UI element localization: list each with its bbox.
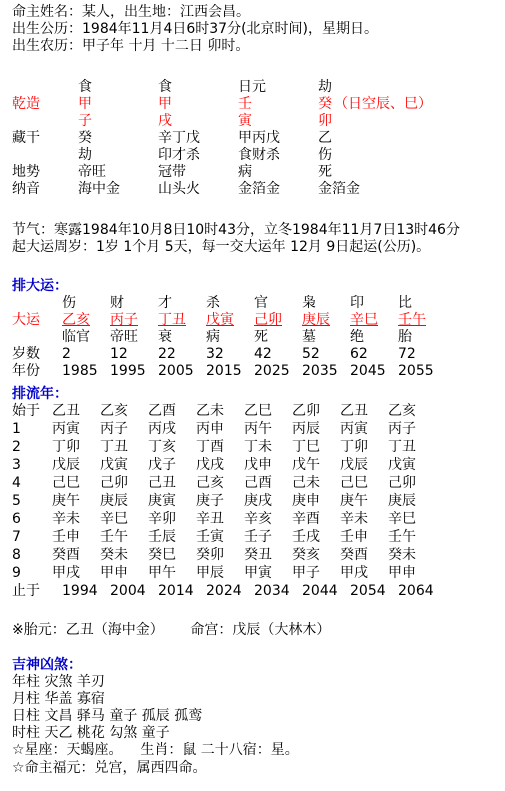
liunian-cell: 丙寅 [52, 421, 80, 437]
liunian-end-year: 2064 [398, 583, 434, 599]
liunian-cell: 辛未 [52, 511, 80, 527]
liunian-cell: 甲戌 [52, 565, 80, 581]
dayun-ganzhi: 庚辰 [302, 312, 330, 328]
label-dayun: 大运 [12, 312, 40, 328]
liunian-cell: 甲寅 [244, 565, 272, 581]
liunian-cell: 癸亥 [292, 547, 320, 563]
dayun-age: 32 [206, 346, 224, 362]
liunian-cell: 乙未 [196, 403, 224, 419]
bazi-branch: 戌 [158, 113, 172, 129]
liunian-row-label: 8 [12, 547, 21, 563]
dayun-dishi: 胎 [398, 329, 412, 345]
dayun-year: 2035 [302, 363, 338, 379]
bazi-dishi: 冠带 [158, 164, 186, 180]
dayun-dishi: 帝旺 [110, 329, 138, 345]
dayun-year: 2055 [398, 363, 434, 379]
bazi-dishi: 病 [238, 164, 252, 180]
dayun-shishen: 官 [254, 295, 268, 311]
dayun-year: 1995 [110, 363, 146, 379]
dayun-age: 22 [158, 346, 176, 362]
dayun-year: 2005 [158, 363, 194, 379]
shensha-row: 年柱 灾煞 羊刃 [12, 674, 105, 690]
bazi-canggan-shishen: 印才杀 [158, 147, 200, 163]
liunian-cell: 丙午 [244, 421, 272, 437]
liunian-cell: 丙子 [388, 421, 416, 437]
fuyuan-line: ☆命主福元：兑宫，属西四命。 [12, 760, 207, 776]
label-canggan: 藏干 [12, 130, 40, 146]
bazi-shishen: 劫 [318, 79, 332, 95]
dayun-shishen: 枭 [302, 295, 316, 311]
dayun-ganzhi: 壬午 [398, 312, 426, 328]
label-end: 止于 [12, 583, 40, 599]
dayun-ganzhi: 丙子 [110, 312, 138, 328]
label-year: 年份 [12, 363, 40, 379]
dayun-dishi: 衰 [158, 329, 172, 345]
liunian-cell: 庚午 [340, 493, 368, 509]
bazi-nayin: 金箔金 [318, 181, 360, 197]
dayun-year: 1985 [62, 363, 98, 379]
liunian-cell: 丁卯 [52, 439, 80, 455]
liunian-cell: 丙申 [196, 421, 224, 437]
bazi-canggan-shishen: 劫 [78, 147, 92, 163]
liunian-end-year: 2044 [302, 583, 338, 599]
liunian-cell: 丁丑 [100, 439, 128, 455]
liunian-cell: 壬辰 [148, 529, 176, 545]
bazi-branch: 子 [78, 113, 92, 129]
shensha-title: 吉神凶煞： [12, 657, 82, 673]
dayun-shishen: 比 [398, 295, 412, 311]
liunian-cell: 癸未 [100, 547, 128, 563]
liunian-cell: 戊午 [292, 457, 320, 473]
liunian-cell: 戊戌 [196, 457, 224, 473]
liunian-cell: 癸酉 [52, 547, 80, 563]
bazi-nayin: 海中金 [78, 181, 120, 197]
dayun-shishen: 财 [110, 295, 124, 311]
bazi-stem: 甲 [78, 96, 92, 112]
dayun-title: 排大运： [12, 278, 68, 294]
liunian-cell: 庚午 [52, 493, 80, 509]
liunian-cell: 庚寅 [148, 493, 176, 509]
liunian-cell: 戊辰 [52, 457, 80, 473]
liunian-cell: 壬午 [388, 529, 416, 545]
liunian-end-year: 2004 [110, 583, 146, 599]
bazi-canggan-shishen: 伤 [318, 147, 332, 163]
liunian-cell: 乙巳 [244, 403, 272, 419]
liunian-cell: 辛巳 [388, 511, 416, 527]
liunian-cell: 戊寅 [100, 457, 128, 473]
liunian-cell: 己巳 [52, 475, 80, 491]
dayun-age: 12 [110, 346, 128, 362]
dayun-dishi: 墓 [302, 329, 316, 345]
dayun-ganzhi: 乙亥 [62, 312, 90, 328]
dayun-shishen: 才 [158, 295, 172, 311]
liunian-cell: 辛卯 [148, 511, 176, 527]
dayun-dishi: 死 [254, 329, 268, 345]
dayun-ganzhi: 己卯 [254, 312, 282, 328]
liunian-cell: 丙戌 [148, 421, 176, 437]
liunian-row-label: 2 [12, 439, 21, 455]
bazi-branch: 寅 [238, 113, 252, 129]
dayun-dishi: 绝 [350, 329, 364, 345]
dayun-age: 42 [254, 346, 272, 362]
bazi-canggan: 乙 [318, 130, 332, 146]
dayun-shishen: 伤 [62, 295, 76, 311]
shensha-row: 时柱 天乙 桃花 勾煞 童子 [12, 725, 170, 741]
birth-lunar-line: 出生农历：甲子年 十月 十二日 卯时。 [12, 38, 250, 54]
liunian-end-year: 1994 [62, 583, 98, 599]
liunian-cell: 壬戌 [292, 529, 320, 545]
liunian-cell: 己酉 [244, 475, 272, 491]
xingzuo-line: ☆星座：天蝎座。 生肖：鼠 二十八宿：星。 [12, 742, 299, 758]
liunian-cell: 癸巳 [148, 547, 176, 563]
liunian-cell: 戊申 [244, 457, 272, 473]
dayun-age: 52 [302, 346, 320, 362]
liunian-cell: 乙卯 [292, 403, 320, 419]
liunian-cell: 壬申 [340, 529, 368, 545]
taiyuan-minggong: ※胎元：乙丑（海中金） 命宫：戊辰（大林木） [12, 622, 331, 638]
liunian-cell: 甲戌 [340, 565, 368, 581]
liunian-row-label: 5 [12, 493, 21, 509]
liunian-row-label: 3 [12, 457, 21, 473]
liunian-cell: 丁卯 [340, 439, 368, 455]
label-qianzao: 乾造 [12, 96, 40, 112]
shensha-row: 月柱 华盖 寡宿 [12, 691, 105, 707]
dayun-age: 2 [62, 346, 71, 362]
shensha-row: 日柱 文昌 驿马 童子 孤辰 孤鸾 [12, 708, 203, 724]
liunian-cell: 丁酉 [196, 439, 224, 455]
liunian-cell: 己巳 [340, 475, 368, 491]
liunian-cell: 庚辰 [388, 493, 416, 509]
dayun-dishi: 临官 [62, 329, 90, 345]
liunian-cell: 甲辰 [196, 565, 224, 581]
liunian-cell: 乙酉 [148, 403, 176, 419]
birth-solar-line: 出生公历：1984年11月4日6时37分(北京时间)，星期日。 [12, 21, 378, 37]
bazi-kong: （日空辰、巳） [334, 96, 432, 112]
liunian-cell: 癸未 [388, 547, 416, 563]
bazi-branch: 卯 [318, 113, 332, 129]
liunian-cell: 乙亥 [388, 403, 416, 419]
liunian-row-label: 4 [12, 475, 21, 491]
liunian-end-year: 2034 [254, 583, 290, 599]
liunian-cell: 己卯 [388, 475, 416, 491]
bazi-canggan: 辛丁戊 [158, 130, 200, 146]
liunian-cell: 丙子 [100, 421, 128, 437]
liunian-cell: 辛丑 [196, 511, 224, 527]
liunian-title: 排流年： [12, 386, 68, 402]
liunian-cell: 壬申 [52, 529, 80, 545]
label-dishi: 地势 [12, 164, 40, 180]
liunian-cell: 癸丑 [244, 547, 272, 563]
bazi-shishen: 日元 [238, 79, 266, 95]
bazi-shishen: 食 [158, 79, 172, 95]
liunian-cell: 癸酉 [340, 547, 368, 563]
liunian-cell: 戊辰 [340, 457, 368, 473]
liunian-cell: 己未 [292, 475, 320, 491]
liunian-cell: 丁未 [244, 439, 272, 455]
bazi-nayin: 山头火 [158, 181, 200, 197]
dayun-year: 2045 [350, 363, 386, 379]
jieqi-line: 节气：寒露1984年10月8日10时43分，立冬1984年11月7日13时46分 [12, 222, 460, 238]
owner-name-line: 命主姓名：某人，出生地：江西会昌。 [12, 4, 250, 20]
dayun-age: 62 [350, 346, 368, 362]
liunian-cell: 乙亥 [100, 403, 128, 419]
liunian-row-label: 6 [12, 511, 21, 527]
liunian-cell: 丙寅 [340, 421, 368, 437]
bazi-stem: 壬 [238, 96, 252, 112]
bazi-canggan: 甲丙戊 [238, 130, 280, 146]
liunian-row-label: 9 [12, 565, 21, 581]
liunian-cell: 甲申 [388, 565, 416, 581]
liunian-cell: 丁亥 [148, 439, 176, 455]
liunian-cell: 庚辰 [100, 493, 128, 509]
liunian-cell: 壬子 [244, 529, 272, 545]
liunian-cell: 丁丑 [388, 439, 416, 455]
liunian-cell: 庚子 [196, 493, 224, 509]
label-age: 岁数 [12, 346, 40, 362]
qiyun-line: 起大运周岁：1岁 1个月 5天，每一交大运年 12月 9日起运(公历)。 [12, 239, 431, 255]
bazi-canggan: 癸 [78, 130, 92, 146]
liunian-cell: 戊寅 [388, 457, 416, 473]
liunian-cell: 己亥 [196, 475, 224, 491]
liunian-row-label: 7 [12, 529, 21, 545]
liunian-cell: 辛酉 [292, 511, 320, 527]
bazi-stem: 甲 [158, 96, 172, 112]
liunian-cell: 己卯 [100, 475, 128, 491]
liunian-row-label: 1 [12, 421, 21, 437]
liunian-cell: 壬午 [100, 529, 128, 545]
bazi-nayin: 金箔金 [238, 181, 280, 197]
liunian-cell: 戊子 [148, 457, 176, 473]
liunian-cell: 癸卯 [196, 547, 224, 563]
bazi-shishen: 食 [78, 79, 92, 95]
liunian-cell: 甲午 [148, 565, 176, 581]
bazi-dishi: 死 [318, 164, 332, 180]
label-start: 始于 [12, 403, 40, 419]
dayun-ganzhi: 丁丑 [158, 312, 186, 328]
liunian-cell: 己丑 [148, 475, 176, 491]
liunian-cell: 庚戌 [244, 493, 272, 509]
liunian-cell: 辛亥 [244, 511, 272, 527]
bazi-canggan-shishen: 食财杀 [238, 147, 280, 163]
dayun-ganzhi: 辛巳 [350, 312, 378, 328]
liunian-cell: 壬寅 [196, 529, 224, 545]
liunian-cell: 乙丑 [52, 403, 80, 419]
dayun-year: 2025 [254, 363, 290, 379]
bazi-stem: 癸 [318, 96, 332, 112]
liunian-end-year: 2054 [350, 583, 386, 599]
liunian-cell: 辛巳 [100, 511, 128, 527]
liunian-cell: 乙丑 [340, 403, 368, 419]
liunian-cell: 庚申 [292, 493, 320, 509]
liunian-cell: 辛未 [340, 511, 368, 527]
liunian-cell: 甲子 [292, 565, 320, 581]
dayun-shishen: 印 [350, 295, 364, 311]
dayun-ganzhi: 戊寅 [206, 312, 234, 328]
dayun-year: 2015 [206, 363, 242, 379]
label-nayin: 纳音 [12, 181, 40, 197]
dayun-dishi: 病 [206, 329, 220, 345]
liunian-cell: 甲申 [100, 565, 128, 581]
liunian-end-year: 2024 [206, 583, 242, 599]
dayun-shishen: 杀 [206, 295, 220, 311]
liunian-cell: 丁巳 [292, 439, 320, 455]
liunian-cell: 丙辰 [292, 421, 320, 437]
liunian-end-year: 2014 [158, 583, 194, 599]
bazi-dishi: 帝旺 [78, 164, 106, 180]
dayun-age: 72 [398, 346, 416, 362]
